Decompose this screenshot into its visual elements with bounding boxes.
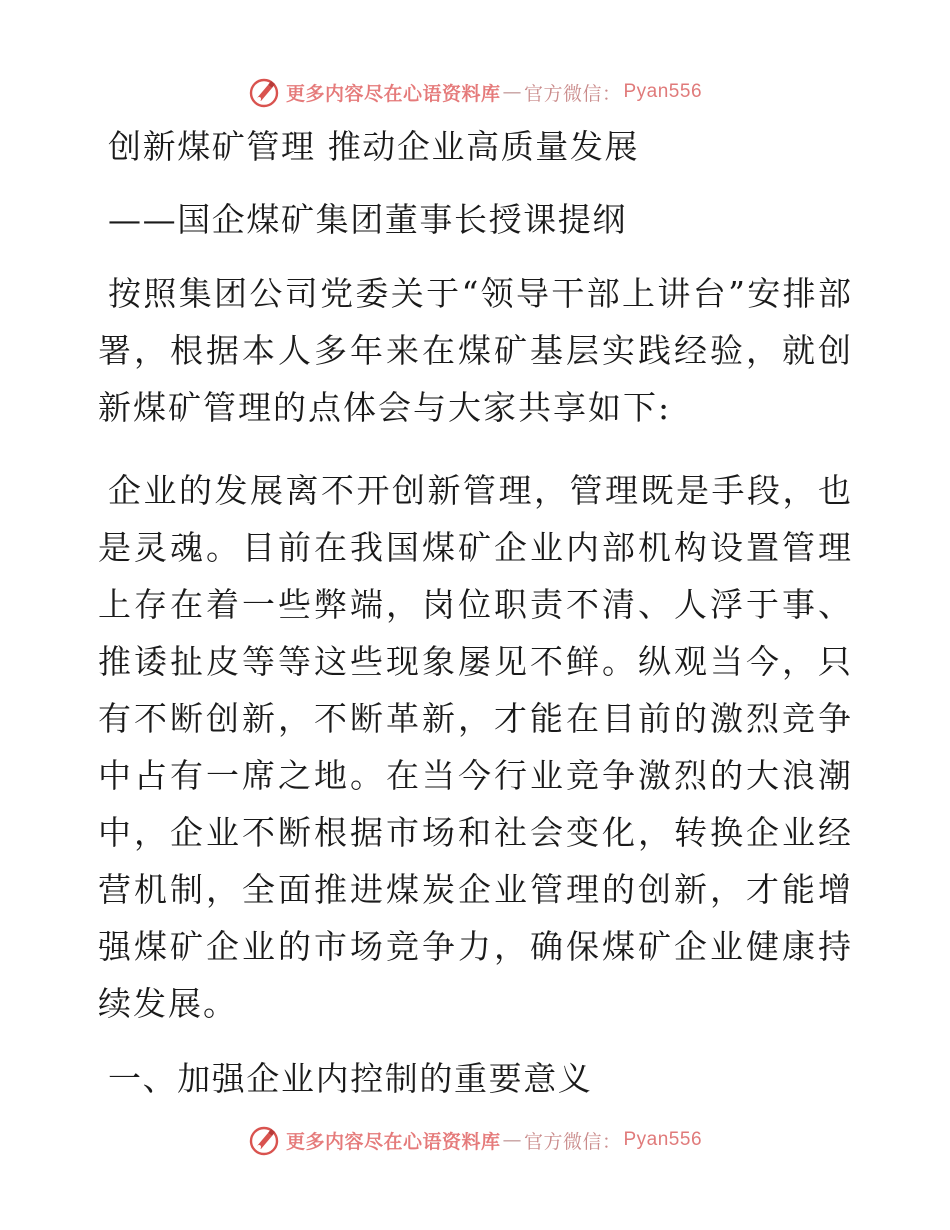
watermark-footer bbox=[0, 1120, 950, 1160]
watermark-wechat-label: 官方微信： bbox=[523, 1130, 622, 1153]
watermark-dash: — bbox=[502, 81, 522, 103]
paragraph-body: 企业的发展离不开创新管理，管理既是手段，也是灵魂。目前在我国煤矿企业内部机构设置管理上存在着一些弊端，岗位职责不清、人浮于事、推诿扯皮等等这些现象屡见不鲜。纵观当今，只有不断创新，不断革新，才能在目前的激烈竞争中占有一席之地。在当今行业竞争激烈的大浪潮中，企业不断根据市场和社会变化，转换企业经营机制，全面推进煤炭企业管理的创新，才能增强煤矿企业的市场竞争力，确保煤矿企业健康持续发展。 bbox=[98, 471, 853, 1023]
watermark-header bbox=[0, 72, 950, 112]
section-heading: 一、加强企业内控制的重要意义 bbox=[108, 1059, 593, 1098]
watermark-brand-text: 更多内容尽在心语资料库 bbox=[285, 1130, 501, 1153]
document-subtitle: ——国企煤矿集团董事长授课提纲 bbox=[108, 200, 627, 239]
watermark-wechat-id: Pyan556 bbox=[623, 81, 703, 102]
brand-logo-icon bbox=[248, 76, 280, 108]
brand-logo-icon bbox=[248, 1124, 280, 1156]
document-body bbox=[98, 122, 853, 1104]
document-title: 创新煤矿管理 推动企业高质量发展 bbox=[108, 127, 640, 166]
watermark-dash: — bbox=[502, 1129, 522, 1151]
watermark-wechat-label: 官方微信： bbox=[523, 82, 622, 105]
paragraph-intro: 按照集团公司党委关于“领导干部上讲台”安排部署，根据本人多年来在煤矿基层实践经验，就创新煤矿管理的点体会与大家共享如下: bbox=[98, 274, 853, 427]
watermark-brand-text: 更多内容尽在心语资料库 bbox=[285, 82, 501, 105]
watermark-wechat-id: Pyan556 bbox=[623, 1129, 703, 1150]
